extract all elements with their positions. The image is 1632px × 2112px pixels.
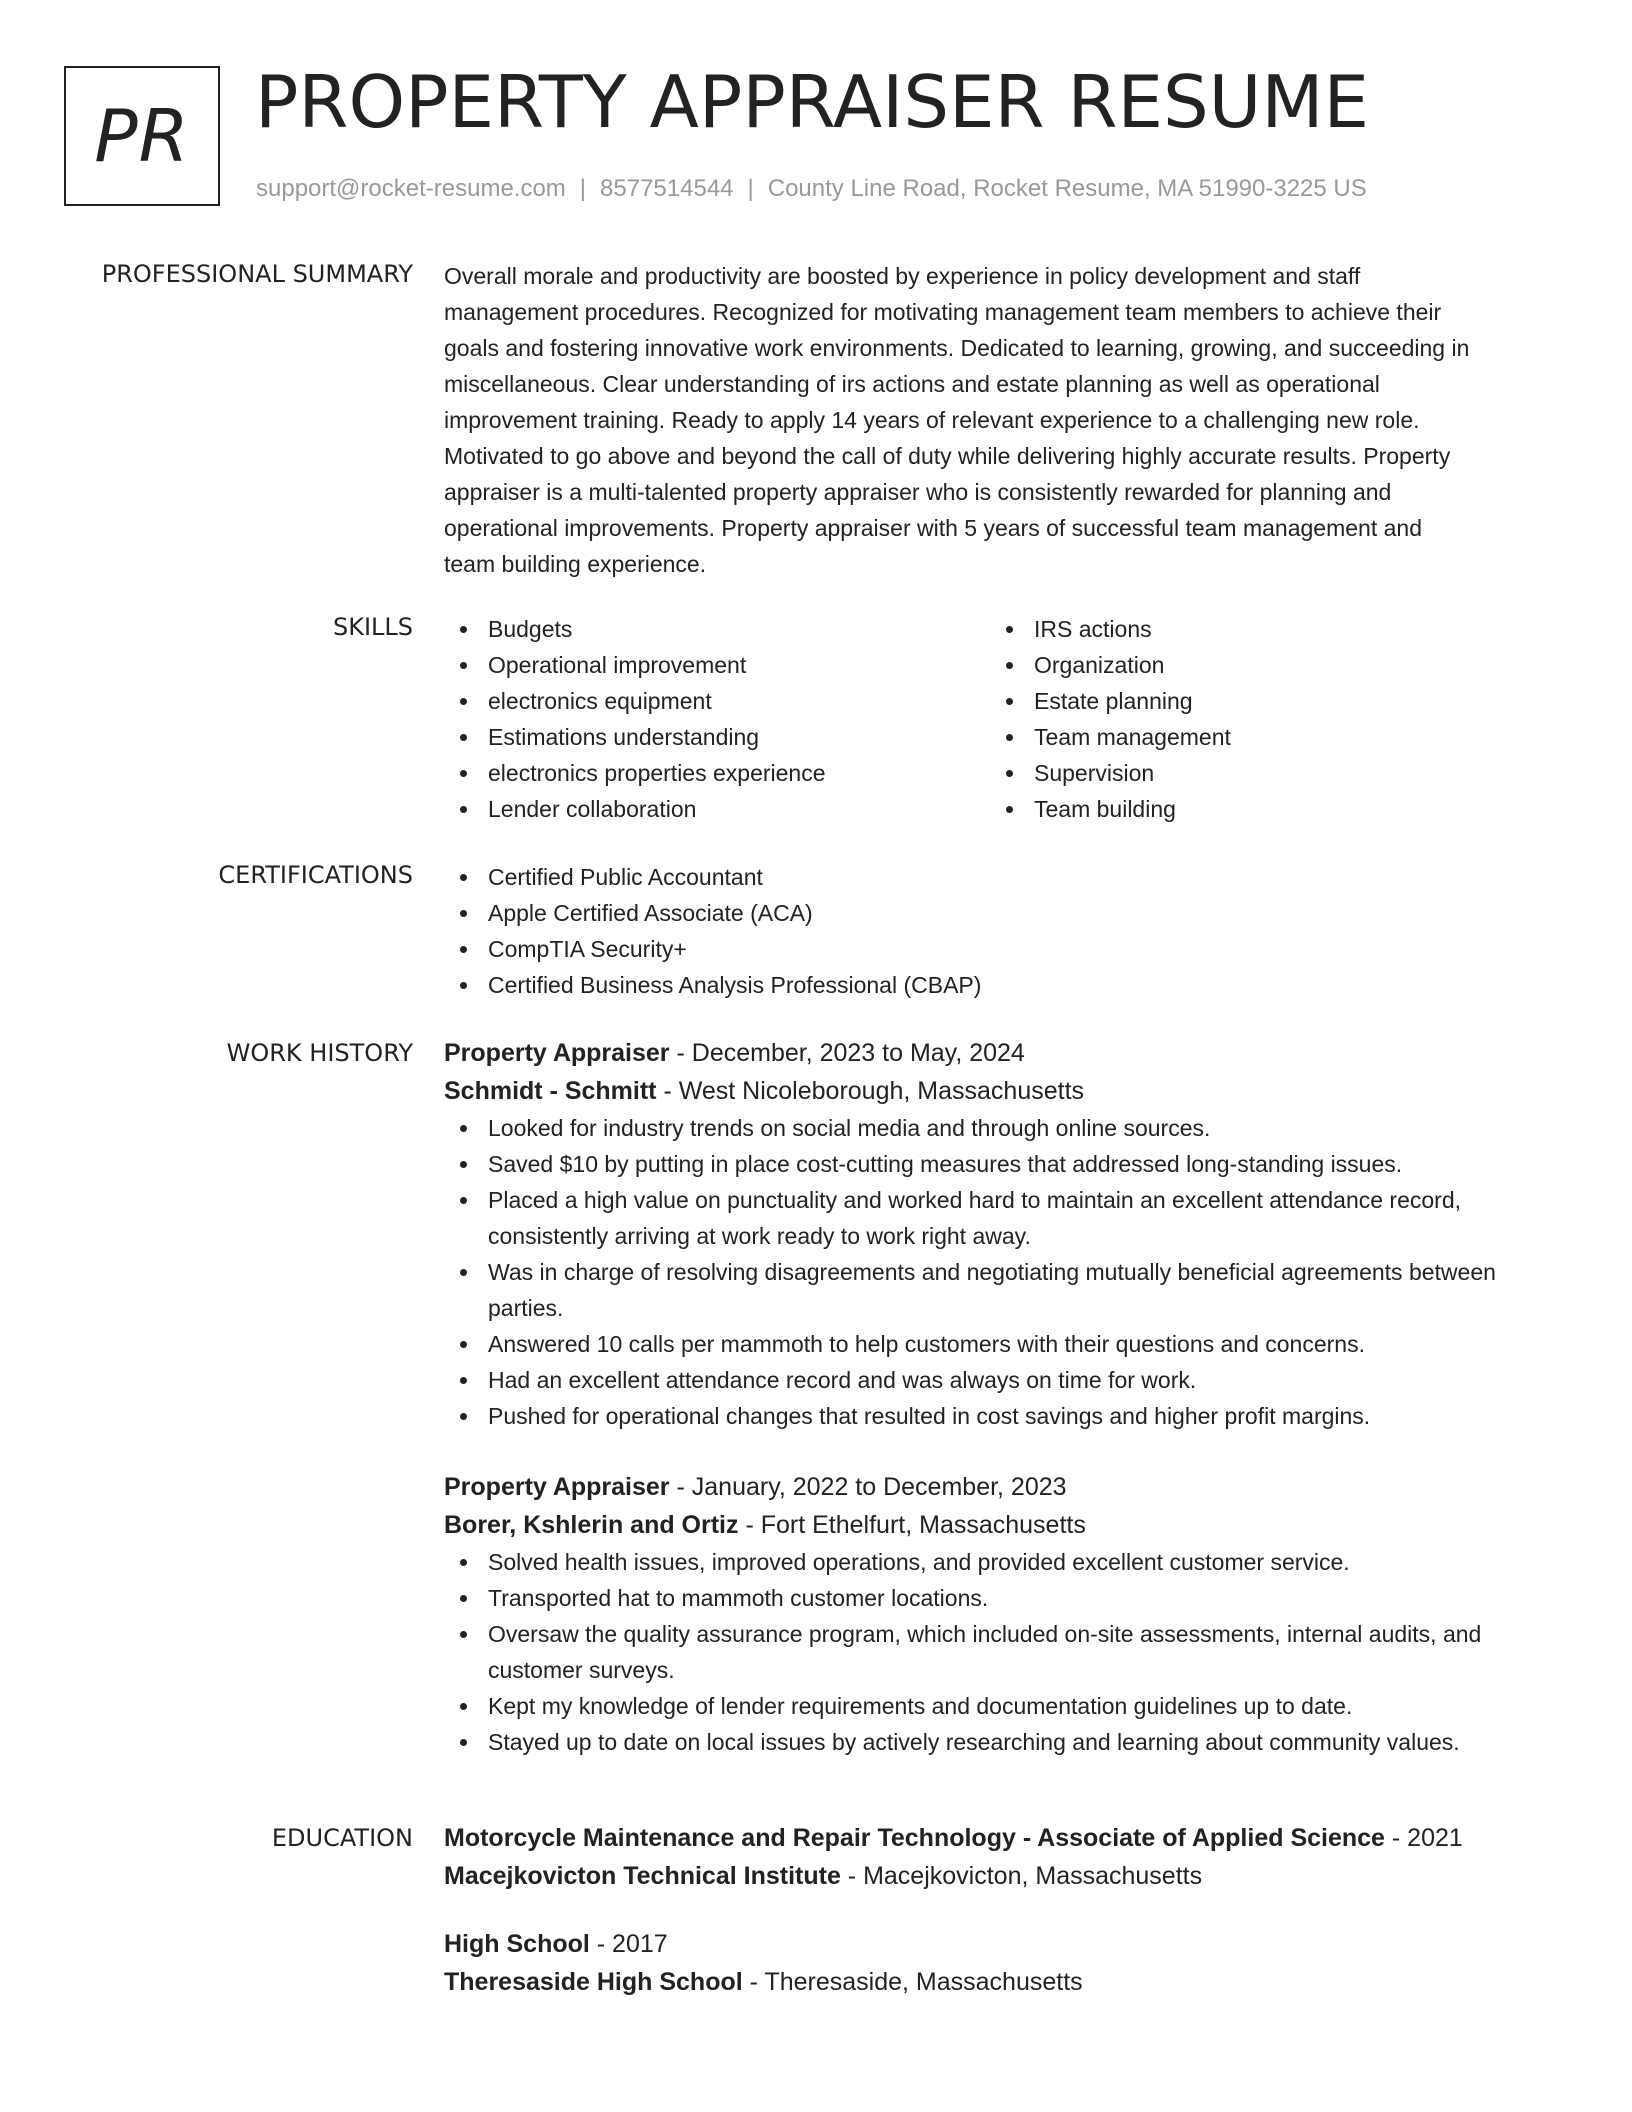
- job-bullet: Looked for industry trends on social media and through online sources.: [444, 1110, 1562, 1146]
- education-year: - 2017: [589, 1930, 668, 1958]
- skills-label: SKILLS: [332, 613, 413, 641]
- certification-item: Certified Business Analysis Professional (CBAP): [444, 967, 1562, 1003]
- education-entry: [444, 1819, 1562, 1895]
- contact-phone: 8577514544: [600, 175, 734, 202]
- education-location: - Theresaside, Massachusetts: [742, 1968, 1083, 1996]
- monogram-badge: [64, 66, 220, 206]
- summary-line: Overall morale and productivity are boosted by experience in policy development and staff: [444, 263, 1361, 289]
- job-bullet: Stayed up to date on local issues by actively researching and learning about community values.: [444, 1724, 1562, 1760]
- work-body: [444, 1034, 1562, 1760]
- certifications-list: [444, 859, 1562, 1003]
- skills-body: [444, 611, 1562, 827]
- resume-title: PROPERTY APPRAISER RESUME: [255, 60, 1369, 144]
- skill-item: Team building: [990, 791, 1536, 827]
- job-title-line: [444, 1468, 1562, 1506]
- education-school-line: [444, 1963, 1562, 2001]
- job-title-line: [444, 1034, 1562, 1072]
- summary-body: [444, 258, 1562, 582]
- job-bullet: Was in charge of resolving disagreements and negotiating mutually beneficial agreements between parties.: [444, 1254, 1562, 1326]
- skill-item: Organization: [990, 647, 1536, 683]
- education-degree-line: [444, 1925, 1562, 1963]
- education-degree: Motorcycle Maintenance and Repair Technology - Associate of Applied Science: [444, 1824, 1385, 1852]
- job-bullet: Saved $10 by putting in place cost-cutting measures that addressed long-standing issues.: [444, 1146, 1562, 1182]
- job-company: Schmidt - Schmitt: [444, 1077, 657, 1105]
- education-degree: High School: [444, 1930, 590, 1958]
- job-bullet: Kept my knowledge of lender requirements and documentation guidelines up to date.: [444, 1688, 1562, 1724]
- certifications-label: CERTIFICATIONS: [218, 861, 413, 889]
- skill-item: electronics properties experience: [444, 755, 990, 791]
- education-location: - Macejkovicton, Massachusetts: [840, 1862, 1203, 1890]
- contact-separator: |: [747, 175, 754, 202]
- job-bullet: Solved health issues, improved operations, and provided excellent customer service.: [444, 1544, 1562, 1580]
- job-location: - Fort Ethelfurt, Massachusetts: [738, 1511, 1086, 1539]
- job-company-line: [444, 1072, 1562, 1110]
- job-company: Borer, Kshlerin and Ortiz: [444, 1511, 739, 1539]
- education-school-line: [444, 1857, 1562, 1895]
- job-bullet: Had an excellent attendance record and was always on time for work.: [444, 1362, 1562, 1398]
- education-year: - 2021: [1384, 1824, 1463, 1852]
- summary-line: operational improvements. Property appraiser with 5 years of successful team management and: [444, 515, 1422, 541]
- skills-list-left: [444, 611, 990, 827]
- skill-item: Team management: [990, 719, 1536, 755]
- certifications-body: [444, 859, 1562, 1003]
- contact-line: [256, 174, 1367, 204]
- job-bullets: [444, 1544, 1562, 1760]
- job-location: - West Nicoleborough, Massachusetts: [656, 1077, 1085, 1105]
- job-dates: - January, 2022 to December, 2023: [669, 1473, 1067, 1501]
- summary-label: PROFESSIONAL SUMMARY: [101, 260, 413, 288]
- skill-item: electronics equipment: [444, 683, 990, 719]
- monogram-initials: PR: [94, 94, 190, 178]
- education-school: Macejkovicton Technical Institute: [444, 1862, 841, 1890]
- work-label: WORK HISTORY: [226, 1039, 413, 1067]
- skill-item: Supervision: [990, 755, 1536, 791]
- education-label: EDUCATION: [271, 1824, 413, 1852]
- contact-email: support@rocket-resume.com: [256, 175, 566, 202]
- job-bullet: Placed a high value on punctuality and worked hard to maintain an excellent attendance record, consistently arriving at work ready to work right away.: [444, 1182, 1562, 1254]
- skill-item: Budgets: [444, 611, 990, 647]
- job-bullet: Pushed for operational changes that resulted in cost savings and higher profit margins.: [444, 1398, 1562, 1434]
- skill-item: Estimations understanding: [444, 719, 990, 755]
- certification-item: CompTIA Security+: [444, 931, 1562, 967]
- education-body: [444, 1819, 1562, 2001]
- job-bullet: Transported hat to mammoth customer locations.: [444, 1580, 1562, 1616]
- job-dates: - December, 2023 to May, 2024: [669, 1039, 1025, 1067]
- job-entry: [444, 1034, 1562, 1434]
- contact-separator: |: [579, 175, 587, 202]
- contact-address: County Line Road, Rocket Resume, MA 51990-3225 US: [767, 175, 1367, 202]
- skill-item: Lender collaboration: [444, 791, 990, 827]
- summary-line: miscellaneous. Clear understanding of irs actions and estate planning as well as operational: [444, 371, 1380, 397]
- summary-line: appraiser is a multi-talented property appraiser who is consistently rewarded for planning and: [444, 479, 1392, 505]
- job-bullet: Oversaw the quality assurance program, which included on-site assessments, internal audits, and customer surveys.: [444, 1616, 1562, 1688]
- summary-line: Motivated to go above and beyond the call of duty while delivering highly accurate results. Property: [444, 443, 1451, 469]
- job-entry: [444, 1468, 1562, 1760]
- certification-item: Certified Public Accountant: [444, 859, 1562, 895]
- education-entry: [444, 1925, 1562, 2001]
- education-school: Theresaside High School: [444, 1968, 743, 1996]
- skill-item: IRS actions: [990, 611, 1536, 647]
- summary-line: goals and fostering innovative work environments. Dedicated to learning, growing, and succeeding in: [444, 335, 1470, 361]
- job-company-line: [444, 1506, 1562, 1544]
- job-title: Property Appraiser: [444, 1473, 670, 1501]
- skill-item: Operational improvement: [444, 647, 990, 683]
- job-bullet: Answered 10 calls per mammoth to help customers with their questions and concerns.: [444, 1326, 1562, 1362]
- job-bullets: [444, 1110, 1562, 1434]
- summary-line: management procedures. Recognized for motivating management team members to achieve their: [444, 299, 1442, 325]
- education-degree-line: [444, 1819, 1562, 1857]
- skills-list-right: [990, 611, 1536, 827]
- summary-line: improvement training. Ready to apply 14 years of relevant experience to a challenging new role.: [444, 407, 1420, 433]
- skill-item: Estate planning: [990, 683, 1536, 719]
- certification-item: Apple Certified Associate (ACA): [444, 895, 1562, 931]
- summary-line: team building experience.: [444, 551, 707, 577]
- job-title: Property Appraiser: [444, 1039, 670, 1067]
